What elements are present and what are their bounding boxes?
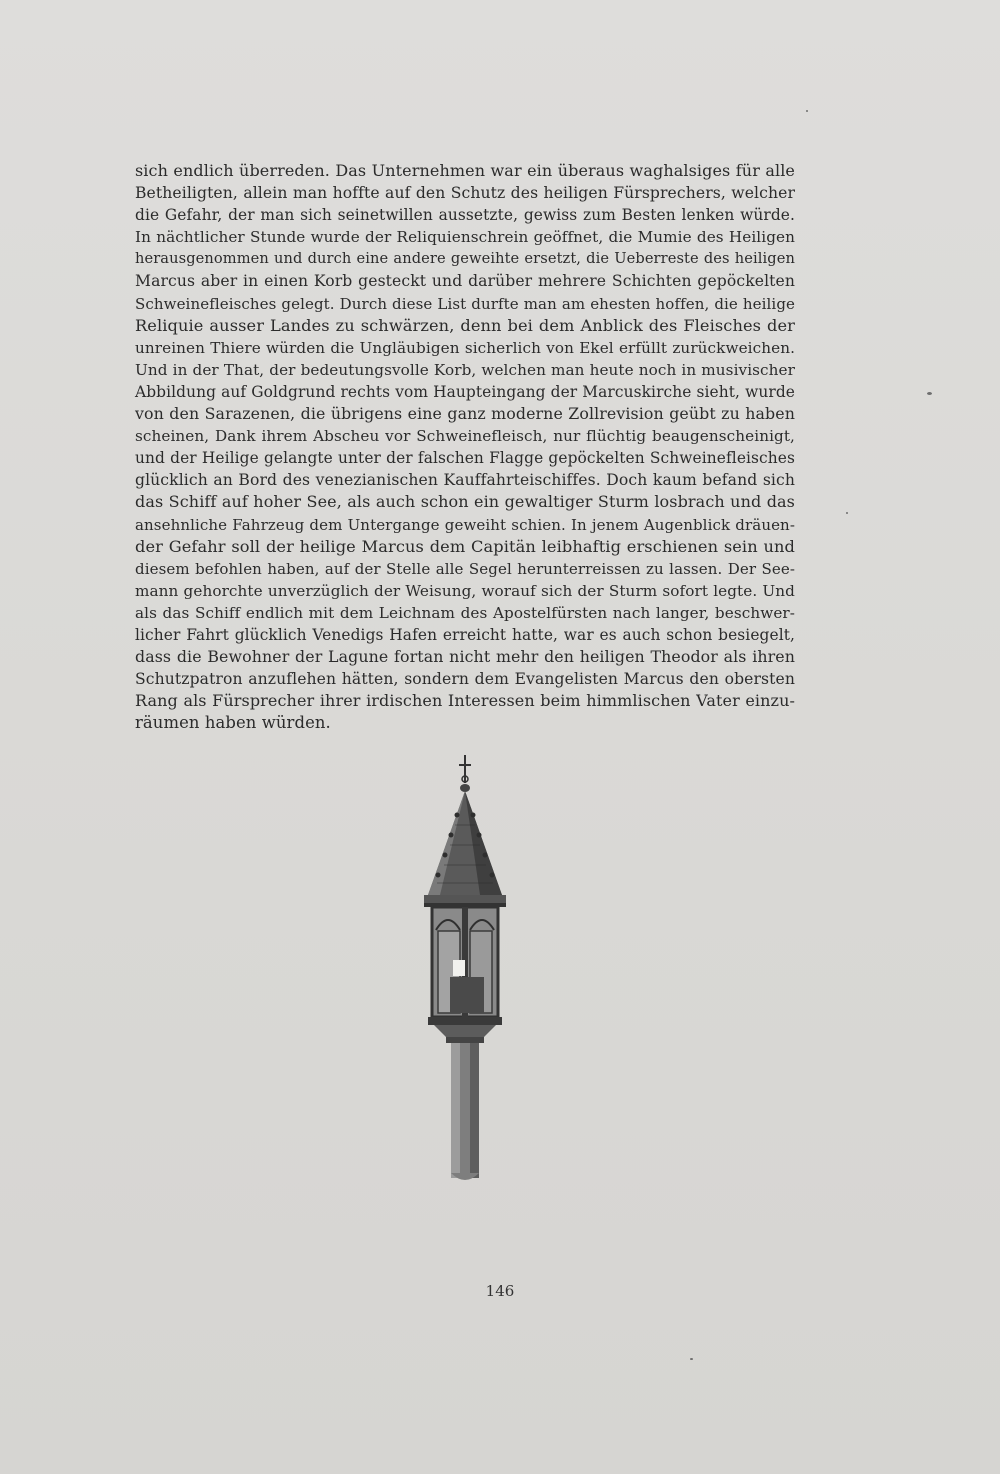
paper-speck [846,512,848,514]
text-line: sich endlich überreden. Das Unternehmen war ein überaus waghalsiges für alle [135,161,795,180]
text-line: diesem befohlen haben, auf der Stelle alle Segel herunterreissen zu lassen. Der See- [135,559,795,578]
text-line: glücklich an Bord des venezianischen Kauffahrteischiffes. Doch kaum befand sich [135,471,795,490]
text-line: Und in der That, der bedeutungsvolle Korb, welchen man heute noch in musivischer [135,360,795,379]
paper-speck [690,1358,693,1360]
body-text [135,160,795,734]
text-line: und der Heilige gelangte unter der falschen Flagge gepöckelten Schweinefleisches [135,449,795,468]
text-line: In nächtlicher Stunde wurde der Reliquienschrein geöffnet, die Mumie des Heiligen [135,228,795,247]
text-line: herausgenommen und durch eine andere geweihte ersetzt, die Ueberreste des heiligen [135,250,795,268]
paper-speck [927,392,932,395]
text-line: mann gehorchte unverzüglich der Weisung, worauf sich der Sturm sofort legte. Und [135,581,795,600]
text-line: von den Sarazenen, die übrigens eine ganz moderne Zollrevision geübt zu haben [135,404,795,424]
paper-speck [806,110,808,112]
text-line: Schweinefleisches gelegt. Durch diese List durfte man am ehesten hoffen, die heilige [135,294,795,313]
page-number: 146 [485,1282,515,1300]
text-line: Betheiligten, allein man hoffte auf den Schutz des heiligen Fürsprechers, welcher [135,184,795,203]
text-line: unreinen Thiere würden die Ungläubigen sicherlich von Ekel erfüllt zurückweichen. [135,338,795,357]
text-line: die Gefahr, der man sich seinetwillen aussetzte, gewiss zum Besten lenken würde. [135,206,795,225]
text-line: ansehnliche Fahrzeug dem Untergange geweiht schien. In jenem Augenblick dräuen- [135,515,795,534]
text-line: scheinen, Dank ihrem Abscheu vor Schweinefleisch, nur flüchtig beaugenscheinigt, [135,427,795,446]
text-line: Rang als Fürsprecher ihrer irdischen Interessen beim himmlischen Vater einzu- [135,691,795,711]
text-line: Abbildung auf Goldgrund rechts vom Haupteingang der Marcuskirche sieht, wurde [135,382,795,401]
text-line: das Schiff auf hoher See, als auch schon ein gewaltiger Sturm losbrach und das [135,492,795,512]
text-line: licher Fahrt glücklich Venedigs Hafen erreicht hatte, war es auch schon besiegelt, [135,625,795,644]
text-line: räumen haben würden. [135,713,331,733]
text-line: der Gefahr soll der heilige Marcus dem Capitän leibhaftig erschienen sein und [135,536,795,556]
text-line: dass die Bewohner der Lagune fortan nicht mehr den heiligen Theodor als ihren [135,647,795,667]
lantern-on-column-icon [410,755,520,1185]
text-line: Schutzpatron anzuflehen hätten, sondern dem Evangelisten Marcus den obersten [135,670,795,689]
text-line: Marcus aber in einen Korb gesteckt und darüber mehrere Schichten gepöckelten [135,272,795,291]
text-line: als das Schiff endlich mit dem Leichnam des Apostelfürsten nach langer, beschwer- [135,603,795,622]
text-line: Reliquie ausser Landes zu schwärzen, denn bei dem Anblick des Fleisches der [135,315,795,335]
